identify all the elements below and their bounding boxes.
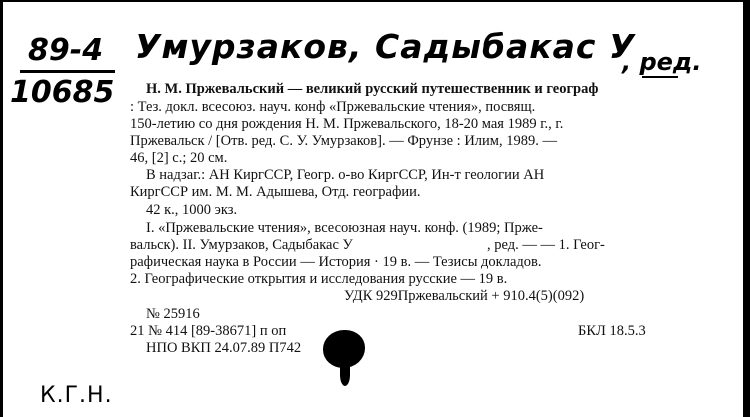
- card-tracing-line: , ред. — — 1. Геог-: [487, 237, 605, 253]
- card-record-number: № 25916: [146, 306, 200, 322]
- card-note-line: КиргССР им. М. М. Адышева, Отд. географии.: [130, 184, 421, 200]
- scan-border-top: [0, 0, 750, 2]
- card-body-line: 46, [2] с.; 20 см.: [130, 150, 228, 166]
- card-body-line: Пржевальск / [Отв. ред. С. У. Умурзаков]. — Фрунзе : Илим, 1989. —: [130, 133, 557, 149]
- ink-blot: [323, 330, 365, 368]
- scan-border-right: [743, 0, 750, 417]
- card-note-line: В надзаг.: АН КиргССР, Геогр. о-во КиргССР, Ин-т геологии АН: [146, 167, 545, 183]
- scan-border-left: [0, 0, 3, 417]
- call-number-underline: [20, 70, 115, 73]
- handwritten-editor-mark: , ред.: [622, 48, 702, 76]
- card-order-line: 21 № 414 [89-38671] п оп: [130, 323, 287, 339]
- card-body-line: 150-летию со дня рождения Н. М. Пржевальского, 18-20 мая 1989 г., г.: [130, 116, 564, 132]
- card-tracing-line: I. «Пржевальские чтения», всесоюзная науч. конф. (1989; Прже-: [146, 220, 543, 236]
- card-udc: УДК 929Пржевальский + 910.4(5)(092): [344, 288, 585, 304]
- card-bkl: БКЛ 18.5.3: [578, 323, 646, 339]
- editor-mark-underline: [642, 76, 678, 78]
- card-title: Н. М. Пржевальский — великий русский путешественник и географ: [146, 81, 599, 97]
- card-body-line: : Тез. докл. всесоюз. науч. конф «Пржевальские чтения», посвящ.: [130, 99, 536, 115]
- card-copies: 42 к., 1000 экз.: [146, 202, 238, 218]
- handwritten-author: Умурзаков, Садыбакас У: [135, 27, 636, 66]
- card-tracing-line: рафическая наука в России — История · 19 в. — Тезисы докладов.: [130, 254, 542, 270]
- card-npo-line: НПО ВКП 24.07.89 П742: [146, 340, 302, 356]
- card-tracing-line: вальск). II. Умурзаков, Садыбакас У: [130, 237, 353, 253]
- card-tracing-line: 2. Географические открытия и исследования русские — 19 в.: [130, 271, 508, 287]
- handwritten-initials: К.Г.Н.: [40, 383, 113, 408]
- handwritten-call-number: 89-4: [28, 33, 104, 68]
- handwritten-inventory-number: 10685: [10, 75, 115, 110]
